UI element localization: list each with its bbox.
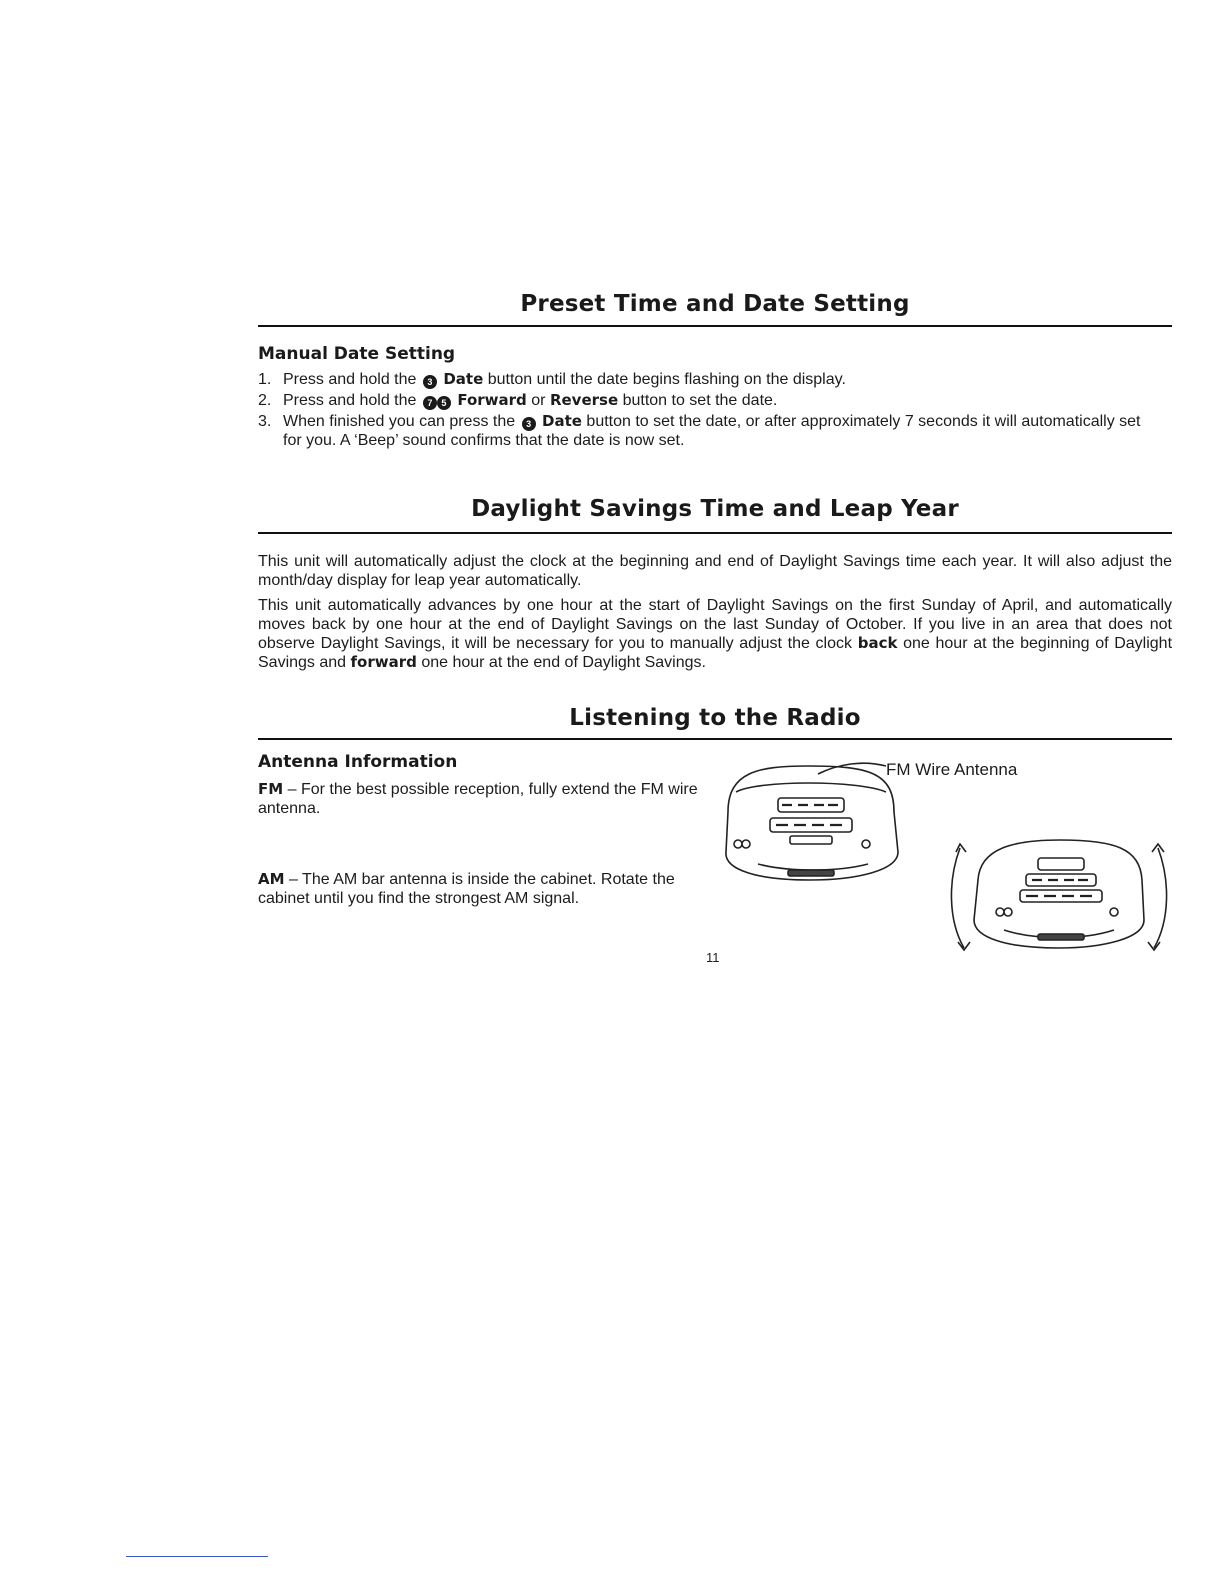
step-text: button to set the date. bbox=[622, 392, 778, 409]
footer-underline bbox=[126, 1556, 268, 1557]
step-text: or bbox=[531, 392, 546, 409]
paragraph-text: This unit automatically advances by one hour at the start of Daylight Savings on the first Sunday of April, and automatically moves back by one hour at the end of Daylight Savings on the last Sunday of October. If you live in an area that does not observe Daylight Savings, it will be necessary for you to manually adjust the clock bbox=[258, 597, 1172, 652]
paragraph-text: one hour at the beginning of Daylight Savings and bbox=[258, 635, 1173, 671]
forward-keyword: forward bbox=[350, 653, 417, 671]
section-rule bbox=[258, 532, 1172, 534]
fm-wire-antenna-label: FM Wire Antenna bbox=[886, 760, 1018, 779]
step-text: button to set the date, or after approximately 7 seconds it will automatically set for you. A ‘Beep’ sound confirms that the date is now set. bbox=[283, 413, 1141, 449]
date-keyword: Date bbox=[542, 412, 582, 430]
date-steps-list bbox=[258, 370, 1158, 452]
step-text: button until the date begins flashing on the display. bbox=[487, 371, 846, 388]
paragraph-text: one hour at the end of Daylight Savings. bbox=[421, 654, 706, 671]
step-number: 1. bbox=[258, 371, 272, 388]
paragraph-text: – For the best possible reception, fully extend the FM wire antenna. bbox=[258, 781, 698, 817]
section-title-dst: Daylight Savings Time and Leap Year bbox=[471, 496, 959, 522]
subhead-manual-date: Manual Date Setting bbox=[258, 344, 456, 364]
list-item bbox=[258, 391, 1158, 410]
section-title-radio: Listening to the Radio bbox=[569, 705, 861, 731]
step-text: Press and hold the bbox=[283, 371, 417, 388]
section-rule bbox=[258, 738, 1172, 740]
dst-paragraph-1: This unit will automatically adjust the clock at the beginning and end of Daylight Savings time each year. It will also adjust the month/day display for leap year automatically. bbox=[258, 553, 1172, 589]
list-item bbox=[258, 370, 1158, 389]
fm-paragraph bbox=[258, 780, 706, 818]
date-keyword: Date bbox=[443, 370, 484, 388]
rotate-right-arrow bbox=[1154, 848, 1167, 948]
am-paragraph bbox=[258, 870, 706, 908]
page-number: 11 bbox=[706, 950, 720, 965]
button-7-icon: 7 bbox=[423, 396, 437, 410]
radio-am-rotate-illustration bbox=[944, 830, 1174, 956]
button-3-icon: 3 bbox=[423, 375, 437, 389]
radio-fm-antenna-illustration bbox=[718, 752, 908, 888]
back-keyword: back bbox=[857, 634, 898, 652]
step-text: When finished you can press the bbox=[283, 413, 516, 430]
step-number: 2. bbox=[258, 392, 272, 409]
dst-paragraph-2 bbox=[258, 596, 1172, 672]
forward-keyword: Forward bbox=[457, 391, 527, 409]
button-3-icon: 3 bbox=[522, 417, 536, 431]
section-title-preset: Preset Time and Date Setting bbox=[520, 291, 910, 317]
subhead-antenna: Antenna Information bbox=[258, 752, 458, 772]
step-number: 3. bbox=[258, 413, 272, 430]
step-text: Press and hold the bbox=[283, 392, 417, 409]
am-label: AM bbox=[258, 870, 285, 888]
paragraph-text: – The AM bar antenna is inside the cabinet. Rotate the cabinet until you find the strongest AM signal. bbox=[258, 871, 675, 907]
list-item bbox=[258, 412, 1158, 450]
fm-label: FM bbox=[258, 780, 284, 798]
section-rule bbox=[258, 325, 1172, 327]
rotate-left-arrow bbox=[951, 848, 964, 948]
button-5-icon: 5 bbox=[437, 396, 451, 410]
reverse-keyword: Reverse bbox=[549, 391, 619, 409]
